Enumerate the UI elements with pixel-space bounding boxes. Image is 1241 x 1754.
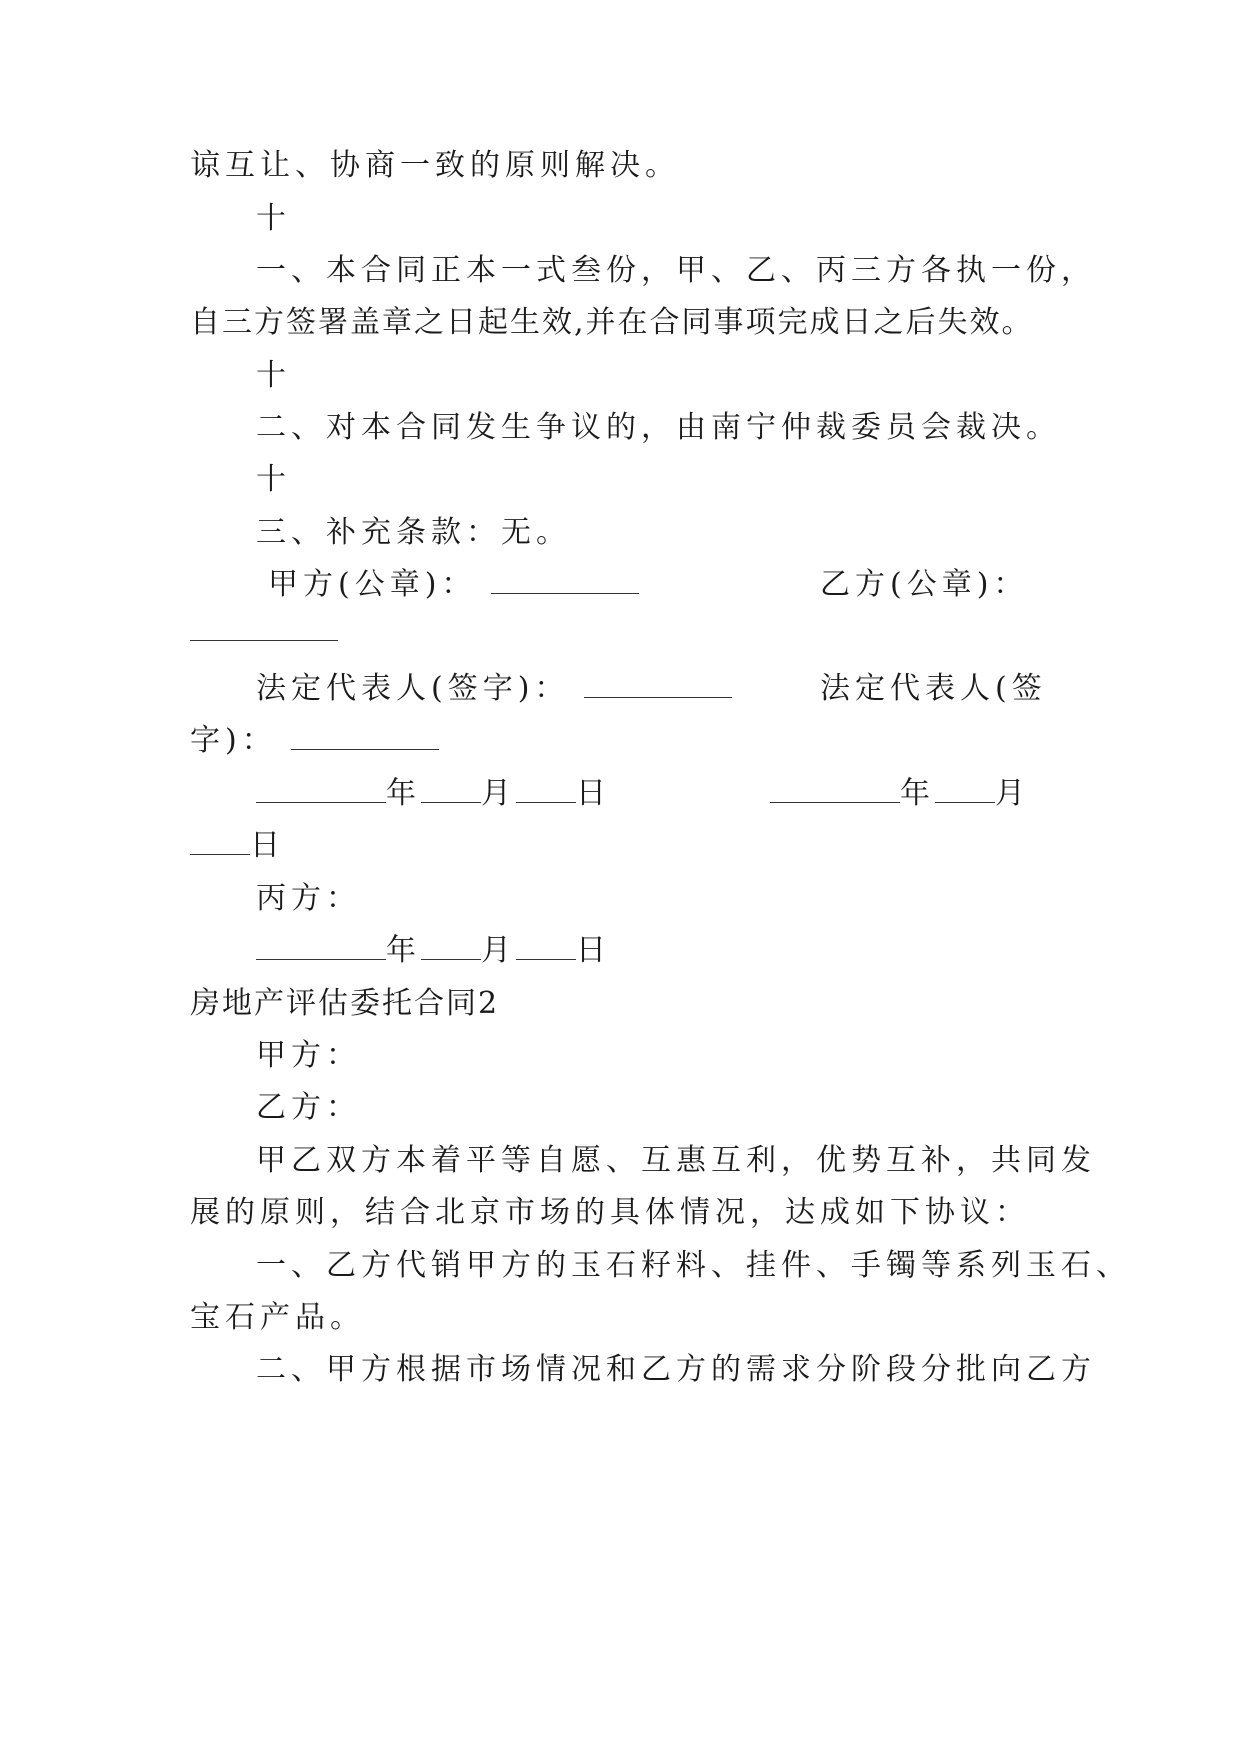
party-c-label: 丙方： xyxy=(256,881,361,916)
legal-rep-b-line xyxy=(190,721,439,761)
date-line-b xyxy=(770,774,1030,814)
day-blank xyxy=(190,828,250,855)
text-line: 二、对本合同发生争议的，由南宁仲裁委员会裁决。 xyxy=(256,410,1061,445)
paragraph-line: 甲乙双方本着平等自愿、互惠互利，优势互补，共同发 xyxy=(256,1143,1096,1178)
paragraph-line: 宝石产品。 xyxy=(190,1300,365,1335)
party-a-label: 甲方： xyxy=(256,1038,361,1073)
signature-blank xyxy=(584,671,732,698)
signature-blank xyxy=(190,614,338,641)
party-b-seal-blank-line xyxy=(190,612,338,652)
legal-rep-b-label: 法定代表人(签 xyxy=(820,671,1047,706)
text-line: 谅互让、协商一致的原则解决。 xyxy=(190,148,680,183)
signature-blank xyxy=(291,723,439,750)
day-label: 日 xyxy=(250,828,285,863)
text-line: 十 xyxy=(256,462,291,497)
legal-rep-b-label-cont: 字)： xyxy=(190,723,277,758)
month-label: 月 xyxy=(481,933,516,968)
day-label: 日 xyxy=(576,776,611,811)
month-blank xyxy=(935,776,995,803)
year-blank xyxy=(256,933,386,960)
paragraph-line: 展的原则，结合北京市场的具体情况，达成如下协议： xyxy=(190,1195,1030,1230)
year-blank xyxy=(770,776,900,803)
month-label: 月 xyxy=(481,776,516,811)
date-line-c xyxy=(256,931,611,971)
day-blank xyxy=(516,933,576,960)
party-b-label: 乙方： xyxy=(256,1090,361,1125)
date-line-b-cont xyxy=(190,826,285,866)
year-label: 年 xyxy=(900,776,935,811)
text-line: 一、本合同正本一式叁份，甲、乙、丙三方各执一份， xyxy=(256,253,1096,288)
party-a-seal-label: 甲方(公章)： xyxy=(268,567,477,602)
legal-rep-a-line xyxy=(256,669,732,709)
legal-rep-a-label: 法定代表人(签字)： xyxy=(256,671,570,706)
day-label: 日 xyxy=(576,933,611,968)
year-label: 年 xyxy=(386,933,421,968)
month-blank xyxy=(421,933,481,960)
section-title: 房地产评估委托合同2 xyxy=(190,986,500,1021)
year-label: 年 xyxy=(386,776,421,811)
signature-blank xyxy=(491,567,639,594)
day-blank xyxy=(516,776,576,803)
party-a-seal-line xyxy=(268,565,639,605)
date-line-a xyxy=(256,774,611,814)
text-line: 十 xyxy=(256,201,291,236)
text-line: 十 xyxy=(256,358,291,393)
text-line: 三、补充条款：无。 xyxy=(256,515,571,550)
year-blank xyxy=(256,776,386,803)
paragraph-line: 一、乙方代销甲方的玉石籽料、挂件、手镯等系列玉石、 xyxy=(256,1248,1131,1283)
paragraph-line: 二、甲方根据市场情况和乙方的需求分阶段分批向乙方 xyxy=(256,1352,1096,1387)
month-label: 月 xyxy=(995,776,1030,811)
text-line: 自三方签署盖章之日起生效,并在合同事项完成日之后失效。 xyxy=(190,305,1034,340)
party-b-seal-label: 乙方(公章)： xyxy=(820,567,1029,602)
month-blank xyxy=(421,776,481,803)
